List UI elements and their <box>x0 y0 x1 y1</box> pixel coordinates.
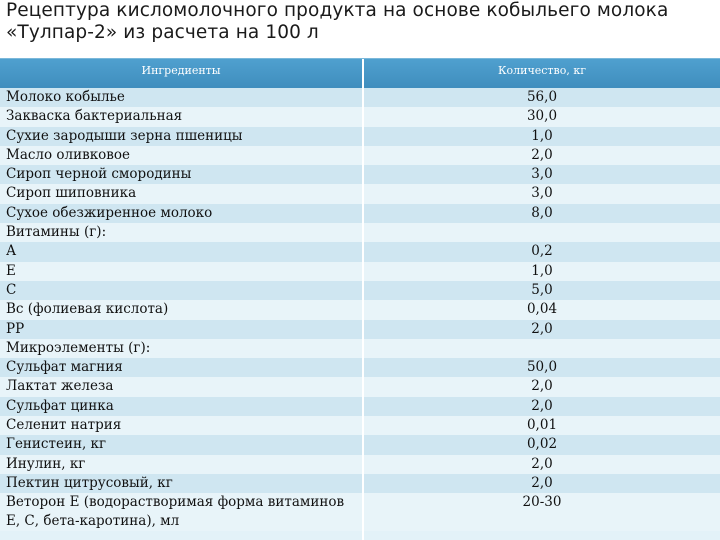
ingredient-name: Пектин цитрусовый, кг <box>6 474 173 491</box>
table-header <box>0 58 720 89</box>
table-row <box>0 262 720 281</box>
ingredient-name: Веторон Е (водорастворимая форма витаминов Е, С, бета-каротина), мл <box>6 494 345 530</box>
ingredient-name: Закваска бактериальная <box>6 108 183 125</box>
ingredient-name: Витамины (г): <box>6 224 107 241</box>
ingredient-quantity: 1,0 <box>531 262 553 279</box>
ingredient-name: Селенит натрия <box>6 417 122 434</box>
ingredient-quantity: 50,0 <box>526 359 558 376</box>
ingredient-quantity: 8,0 <box>531 204 553 221</box>
ingredient-quantity: 2,0 <box>531 397 553 414</box>
table-row <box>0 320 720 339</box>
ingredient-name: Масло оливковое <box>6 146 131 163</box>
recipe-table <box>0 58 720 540</box>
ingredient-quantity: 0,02 <box>526 436 558 453</box>
table-row <box>0 88 720 107</box>
ingredient-quantity: 2,0 <box>531 455 553 472</box>
table-row <box>0 242 720 261</box>
ingredient-name: Молоко кобылье <box>6 89 125 105</box>
page-title: Рецептура кисломолочного продукта на основе кобыльего молока «Тулпар-2» из расчета на 100 л <box>6 0 669 43</box>
table-row <box>0 455 720 474</box>
ingredient-name: Генистеин, кг <box>6 436 107 453</box>
ingredient-quantity: 3,0 <box>531 185 553 202</box>
ingredient-name: Сульфат магния <box>6 359 123 376</box>
ingredient-name: Е <box>6 262 16 279</box>
ingredient-name: А <box>6 243 17 260</box>
table-row <box>0 300 720 319</box>
table-row <box>0 223 720 242</box>
header-ingredients: Ингредиенты <box>141 64 221 77</box>
ingredient-quantity: 0,2 <box>531 243 553 260</box>
table-row <box>0 204 720 223</box>
table-row <box>0 146 720 165</box>
ingredient-quantity: 2,0 <box>531 146 553 163</box>
ingredient-quantity: 56,0 <box>526 89 558 105</box>
ingredient-quantity: 2,0 <box>531 378 553 395</box>
table-row <box>0 127 720 146</box>
ingredient-quantity: 5,0 <box>531 281 553 298</box>
ingredient-quantity: 2,0 <box>531 320 553 337</box>
table-row <box>0 107 720 126</box>
column-divider <box>362 88 364 540</box>
table-row <box>0 358 720 377</box>
ingredient-name: Сульфат цинка <box>6 397 114 414</box>
header-quantity: Количество, кг <box>498 64 586 77</box>
table-row <box>0 281 720 300</box>
table-row <box>0 474 720 493</box>
table-row <box>0 493 720 531</box>
ingredient-name: Вс (фолиевая кислота) <box>6 301 169 318</box>
ingredient-name: РР <box>6 320 25 337</box>
table-row <box>0 184 720 203</box>
ingredient-name: С <box>6 281 17 298</box>
table-row <box>0 416 720 435</box>
ingredient-name: Сухие зародыши зерна пшеницы <box>6 127 243 144</box>
ingredient-quantity: 1,0 <box>531 127 553 144</box>
ingredient-quantity: 0,01 <box>526 417 558 434</box>
table-row <box>0 397 720 416</box>
ingredient-name: Сироп черной смородины <box>6 166 192 183</box>
ingredient-name: Сироп шиповника <box>6 185 137 202</box>
ingredient-quantity: 30,0 <box>526 108 558 125</box>
table-row <box>0 435 720 454</box>
table-body <box>0 88 720 531</box>
table-row <box>0 377 720 396</box>
ingredient-name: Инулин, кг <box>6 455 86 472</box>
ingredient-quantity: 20-30 <box>522 494 562 511</box>
ingredient-name: Лактат железа <box>6 378 114 395</box>
table-row <box>0 339 720 358</box>
table-row <box>0 165 720 184</box>
ingredient-name: Сухое обезжиренное молоко <box>6 204 213 221</box>
ingredient-name: Микроэлементы (г): <box>6 339 151 356</box>
ingredient-quantity: 3,0 <box>531 166 553 183</box>
ingredient-quantity: 0,04 <box>526 301 558 318</box>
ingredient-quantity: 2,0 <box>531 474 553 491</box>
